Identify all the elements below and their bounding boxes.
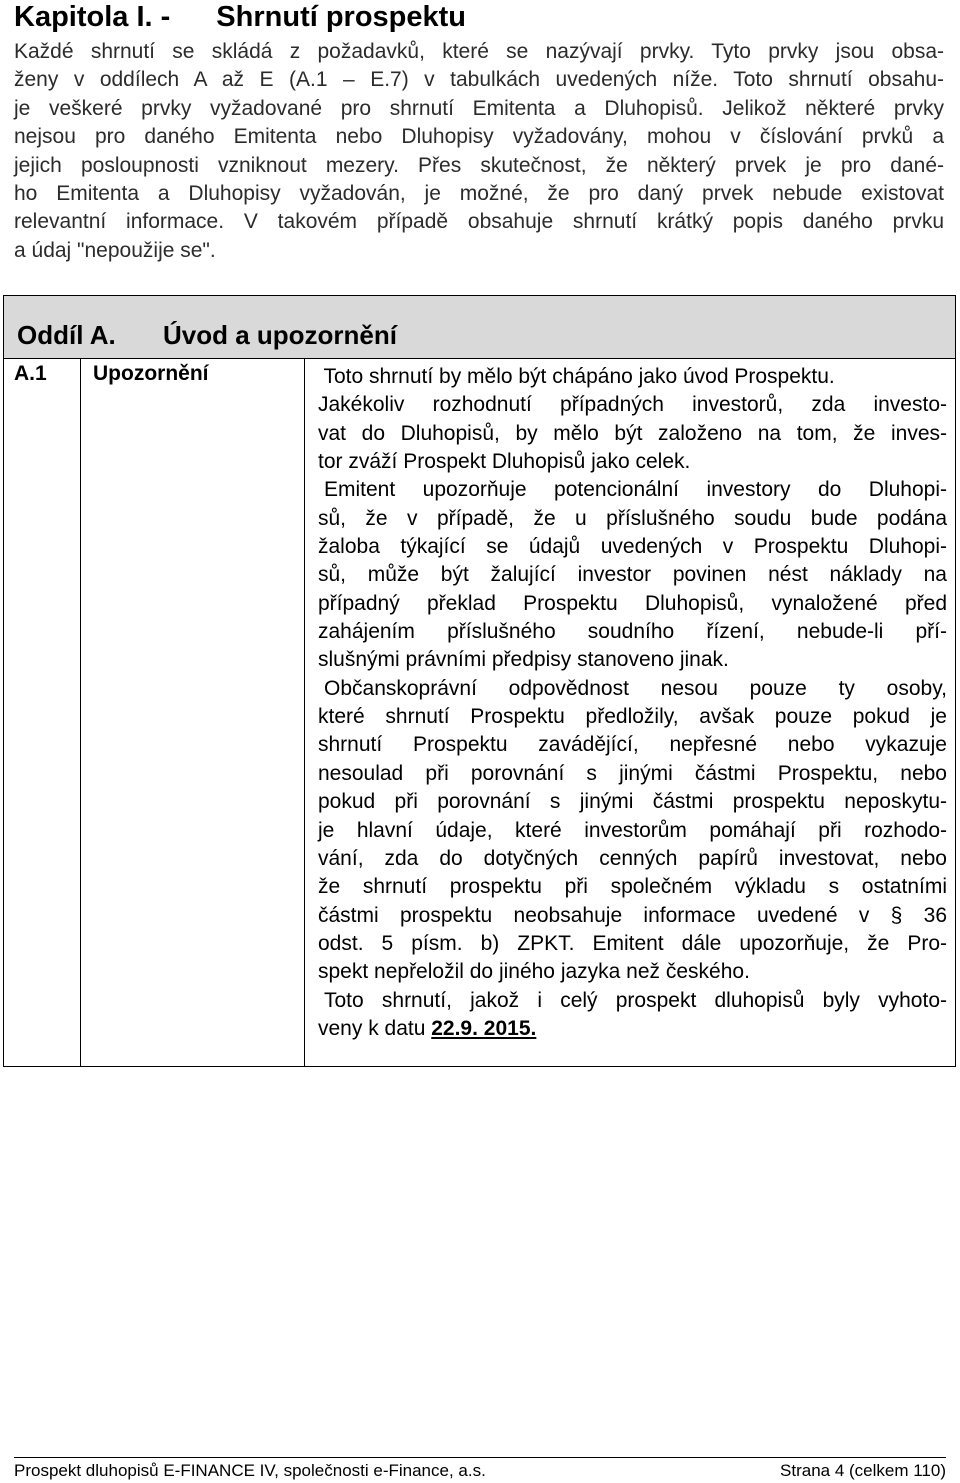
content-line: že shrnutí prospektu při společném výkladu s ostatními (318, 875, 947, 899)
date-prefix: veny k datu (318, 1016, 432, 1040)
content-line: vání, zda do dotyčných cenných papírů investovat, nebo (318, 846, 947, 870)
intro-line: nejsou pro daného Emitenta nebo Dluhopisy vyžadovány, mohou v číslování prvků a (14, 125, 944, 149)
content-line: Jakékoliv rozhodnutí případných investorů, zda investo- (318, 393, 947, 417)
section-header (4, 296, 955, 359)
chapter-title: Shrnutí prospektu (216, 1, 467, 33)
content-line: nesoulad při porovnání s jinými částmi Prospektu, nebo (318, 761, 947, 785)
content-line: žaloba týkající se údajů uvedených v Prospektu Dluhopi- (318, 535, 947, 559)
content-line: Toto shrnutí, jakož i celý prospekt dluhopisů byly vyhoto- (324, 988, 947, 1012)
chapter-heading (14, 0, 466, 34)
element-id: A.1 (14, 362, 47, 385)
content-line: případný překlad Prospektu Dluhopisů, vynaložené před (318, 591, 947, 615)
footer-rule (14, 1457, 946, 1458)
intro-line: ho Emitenta a Dluhopisy vyžadován, je možné, že pro daný prvek nebude existovat (14, 182, 944, 206)
intro-line: je veškeré prvky vyžadované pro shrnutí Emitenta a Dluhopisů. Jelikož některé prvky (14, 96, 944, 120)
content-line: které shrnutí Prospektu předložily, avšak pouze pokud je (318, 705, 947, 729)
intro-line: a údaj "nepoužije se". (14, 238, 216, 262)
element-content (318, 363, 947, 1043)
intro-line: Každé shrnutí se skládá z požadavků, které se nazývají prvky. Tyto prvky jsou obsa- (14, 40, 944, 63)
element-label: Upozornění (93, 362, 209, 385)
content-line: spekt nepřeložil do jiného jazyka než českého. (318, 960, 750, 984)
content-line: sů, že v případě, že u příslušného soudu bude podána (318, 506, 947, 530)
content-line: pokud při porovnání s jinými částmi prospektu neposkytu- (318, 790, 947, 814)
footer-document-title: Prospekt dluhopisů E-FINANCE IV, společnosti e-Finance, a.s. (14, 1461, 486, 1480)
intro-line: jejich posloupnosti vzniknout mezery. Přes skutečnost, že některý prvek je pro dané- (14, 153, 944, 177)
intro-line: relevantní informace. V takovém případě obsahuje shrnutí krátký popis daného prvku (14, 210, 944, 234)
content-line: vat do Dluhopisů, by mělo být založeno na tom, že inves- (318, 421, 947, 445)
summary-table (3, 295, 956, 1067)
content-line: slušnými právními předpisy stanoveno jinak. (318, 648, 729, 672)
section-title: Úvod a upozornění (163, 320, 397, 350)
content-line: Občanskoprávní odpovědnost nesou pouze ty osoby, (324, 676, 947, 700)
intro-line: ženy v oddílech A až E (A.1 – E.7) v tabulkách uvedených níže. Toto shrnutí obsahu- (14, 68, 944, 92)
column-divider (304, 359, 305, 1066)
date-suffix: . (530, 1016, 537, 1040)
column-divider (80, 359, 81, 1066)
intro-paragraph (14, 38, 944, 265)
section-id: Oddíl A. (17, 320, 116, 350)
footer-page-number: Strana 4 (celkem 110) (780, 1461, 946, 1480)
content-line: je hlavní údaje, které investorům pomáhají při rozhodo- (318, 818, 947, 842)
content-line: Emitent upozorňuje potencionální investory do Dluhopi- (324, 478, 947, 502)
chapter-number: Kapitola I. - (14, 1, 171, 33)
content-line: tor zváží Prospekt Dluhopisů jako celek. (318, 450, 691, 474)
content-line: Toto shrnutí by mělo být chápáno jako úvod Prospektu. (318, 365, 835, 388)
content-last-line (318, 1015, 947, 1043)
content-line: sů, může být žalující investor povinen nést náklady na (318, 563, 947, 587)
prospectus-date: 22.9. 2015 (431, 1016, 531, 1040)
content-line: zahájením příslušného soudního řízení, nebude-li pří- (318, 620, 947, 644)
content-line: částmi prospektu neobsahuje informace uvedené v § 36 (318, 903, 947, 927)
content-line: odst. 5 písm. b) ZPKT. Emitent dále upozorňuje, že Pro- (318, 931, 947, 955)
content-line: shrnutí Prospektu zavádějící, nepřesné nebo vykazuje (318, 733, 947, 757)
